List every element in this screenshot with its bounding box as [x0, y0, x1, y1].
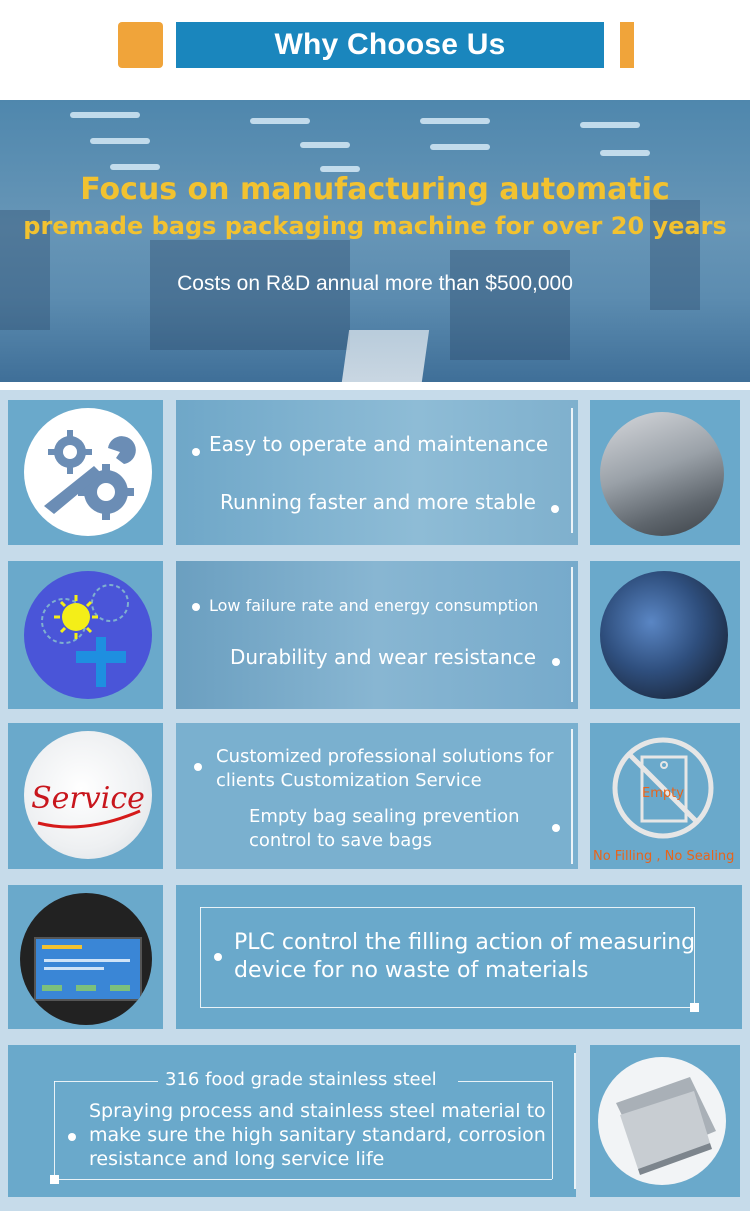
hero-banner [0, 100, 750, 382]
feature-line: clients Customization Service [216, 770, 482, 791]
feature-line: control to save bags [249, 830, 433, 851]
feature-icon-panel [8, 723, 163, 869]
header-accent-right [620, 22, 634, 68]
feature-badge-panel [590, 723, 740, 869]
feature-row-5 [0, 1037, 750, 1211]
empty-badge-label: Empty [642, 786, 684, 801]
feature-icon-panel [8, 400, 163, 545]
feature-text-panel [176, 723, 578, 869]
feature-line: Low failure rate and energy consumption [209, 596, 539, 615]
feature-line: make sure the high sanitary standard, corrosion [89, 1124, 546, 1146]
feature-text-panel [8, 1045, 576, 1197]
feature-text-panel [176, 400, 578, 545]
steel-sheet-photo [598, 1057, 726, 1185]
feature-line: PLC control the filling action of measuring [234, 930, 696, 955]
page-title: Why Choose Us [274, 28, 506, 61]
feature-image-panel [590, 400, 740, 545]
tools-icon [24, 408, 152, 536]
hero-title-line1: Focus on manufacturing automatic [80, 172, 670, 207]
feature-text-panel [176, 885, 742, 1029]
service-logo-text: Service [31, 781, 145, 816]
plc-screen-photo [20, 893, 152, 1025]
hero-title-line2: premade bags packaging machine for over 20 years [23, 212, 727, 240]
no-filling-caption: No Filling , No Sealing [593, 849, 735, 864]
feature-line: Spraying process and stainless steel material to [89, 1100, 546, 1122]
feature-line: resistance and long service life [89, 1148, 385, 1170]
feature-line: Easy to operate and maintenance [209, 432, 549, 456]
feature-icon-panel [8, 561, 163, 709]
machine-parts-photo [600, 571, 728, 699]
feature-icon-panel [8, 885, 163, 1029]
gear-sun-icon [24, 571, 152, 699]
feature-image-panel [590, 561, 740, 709]
feature-line: Empty bag sealing prevention [249, 806, 520, 827]
header-bar [176, 22, 604, 68]
feature-row-3 [0, 717, 750, 877]
hero-subtitle: Costs on R&D annual more than $500,000 [177, 272, 573, 295]
feature-line: Running faster and more stable [220, 490, 536, 514]
feature-line: device for no waste of materials [234, 958, 589, 983]
feature-row-4 [0, 877, 750, 1037]
feature-row-1 [0, 390, 750, 555]
feature-image-panel [590, 1045, 740, 1197]
feature-line: Customized professional solutions for [216, 746, 554, 767]
machine-photo [600, 412, 724, 536]
feature-text-panel [176, 561, 578, 709]
service-logo-icon [24, 731, 152, 859]
feature-row-2 [0, 555, 750, 717]
feature-line: Durability and wear resistance [230, 645, 536, 669]
header-accent-left [118, 22, 163, 68]
feature-heading: 316 food grade stainless steel [165, 1069, 437, 1090]
